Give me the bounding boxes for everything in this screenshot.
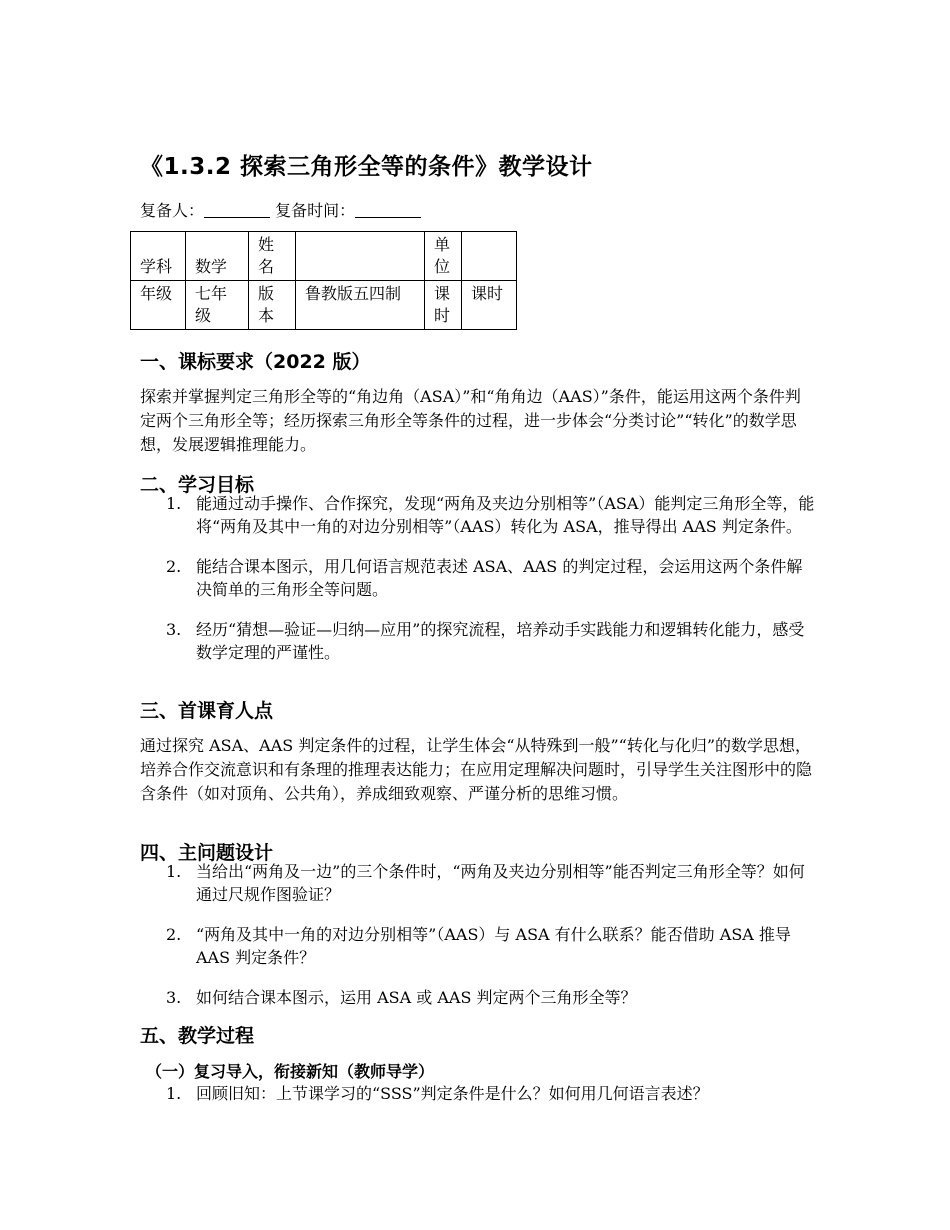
prep-time-blank (355, 201, 421, 218)
list-number: 3. (166, 620, 182, 639)
list-item (166, 986, 816, 1009)
list-item (166, 860, 816, 906)
list-number: 2. (166, 925, 182, 944)
table-cell: 课时 (425, 281, 462, 330)
table-cell: 版本 (249, 281, 296, 330)
section-heading: 五、教学过程 (140, 1025, 255, 1047)
section-heading: 三、首课育人点 (140, 700, 274, 722)
prep-time-label: 复备时间： (275, 201, 356, 220)
process-list (166, 1082, 816, 1105)
table-cell: 学科 (131, 232, 186, 281)
list-text: 当给出“两角及一边”的三个条件时，“两角及夹边分别相等”能否判定三角形全等？如何通过尺规作图验证？ (196, 862, 805, 904)
questions-list (166, 860, 816, 1009)
table-row (131, 232, 517, 281)
section-heading: 二、学习目标 (140, 474, 255, 496)
list-number: 2. (166, 557, 182, 576)
list-item (166, 618, 816, 664)
list-text: “两角及其中一角的对边分别相等”（AAS）与 ASA 有什么联系？能否借助 ASA 推导 AAS 判定条件？ (196, 925, 791, 967)
table-cell: 课时 (462, 281, 517, 330)
list-number: 1. (166, 494, 182, 513)
document-title: 《1.3.2 探索三角形全等的条件》教学设计 (140, 154, 593, 180)
table-cell: 姓名 (249, 232, 296, 281)
list-item (166, 555, 816, 601)
list-text: 经历“猜想—验证—归纳—应用”的探究流程，培养动手实践能力和逻辑转化能力，感受数学定理的严谨性。 (196, 620, 805, 662)
preparer-blank (204, 201, 270, 218)
section-paragraph: 通过探究 ASA、AAS 判定条件的过程，让学生体会“从特殊到一般”“转化与化归”的数学思想，培养合作交流意识和有条理的推理表达能力；在应用定理解决问题时，引导学生关注图形中的隐含条件（如对顶角、公共角），养成细致观察、严谨分析的思维习惯。 (140, 736, 813, 803)
section-paragraph: 探索并掌握判定三角形全等的“角边角（ASA）”和“角角边（AAS）”条件，能运用这两个条件判定两个三角形全等；经历探索三角形全等条件的过程，进一步体会“分类讨论”“转化”的数学思想，发展逻辑推理能力。 (140, 387, 801, 454)
section-heading: 一、课标要求（2022 版） (140, 351, 371, 373)
table-cell (296, 232, 425, 281)
subsection-heading: （一）复习导入，衔接新知（教师导学） (146, 1062, 435, 1081)
list-number: 3. (166, 988, 182, 1007)
list-number: 1. (166, 1084, 182, 1103)
table-cell: 年级 (131, 281, 186, 330)
table-cell: 数学 (186, 232, 249, 281)
list-number: 1. (166, 862, 182, 881)
list-text: 能通过动手操作、合作探究，发现“两角及夹边分别相等”（ASA）能判定三角形全等，能将“两角及其中一角的对边分别相等”（AAS）转化为 ASA，推导得出 AAS 判定条件。 (196, 494, 815, 536)
list-item (166, 1082, 816, 1105)
info-table (130, 231, 517, 330)
preparer-line (140, 198, 421, 221)
table-cell: 鲁教版五四制 (296, 281, 425, 330)
table-cell: 七年级 (186, 281, 249, 330)
table-cell: 单位 (425, 232, 462, 281)
table-cell (462, 232, 517, 281)
list-item (166, 923, 816, 969)
table-row (131, 281, 517, 330)
list-text: 如何结合课本图示，运用 ASA 或 AAS 判定两个三角形全等？ (196, 988, 637, 1007)
preparer-label: 复备人： (140, 201, 205, 220)
section-heading: 四、主问题设计 (140, 842, 274, 864)
list-text: 回顾旧知：上节课学习的“SSS”判定条件是什么？如何用几何语言表述？ (196, 1084, 709, 1103)
list-item (166, 492, 816, 538)
objectives-list (166, 492, 816, 664)
list-text: 能结合课本图示，用几何语言规范表述 ASA、AAS 的判定过程，会运用这两个条件解决简单的三角形全等问题。 (196, 557, 803, 599)
